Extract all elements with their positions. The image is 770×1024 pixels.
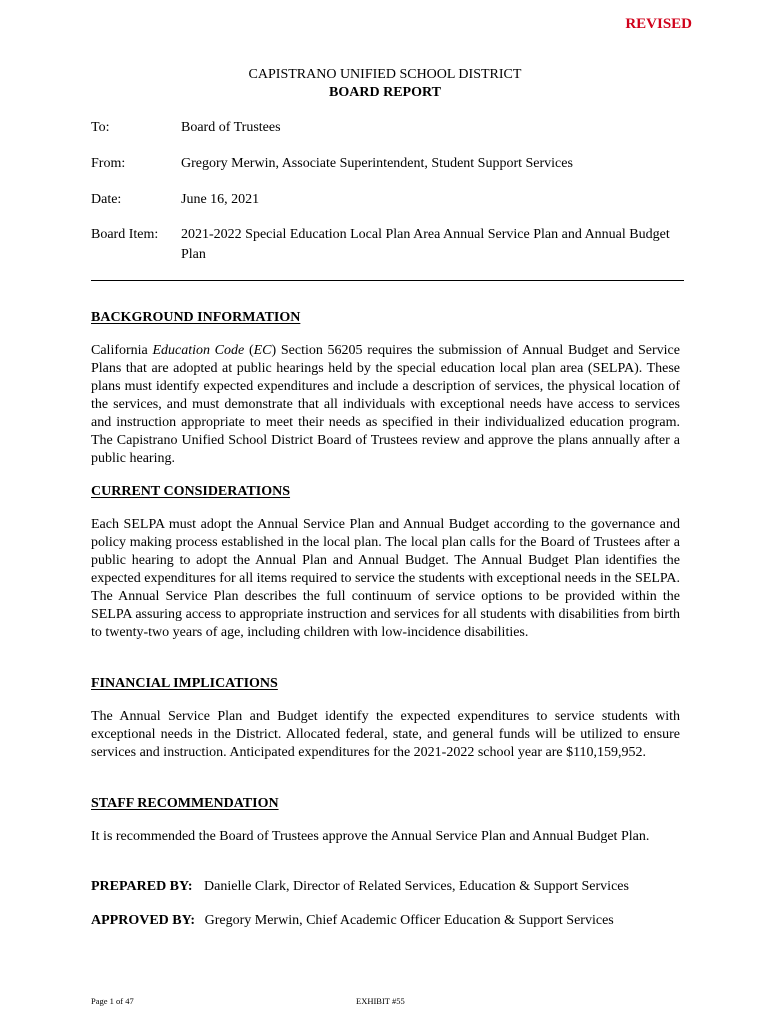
background-text-pre: California: [91, 343, 153, 358]
district-name: CAPISTRANO UNIFIED SCHOOL DISTRICT: [248, 67, 522, 82]
report-title: BOARD REPORT: [329, 85, 441, 100]
financial-paragraph: The Annual Service Plan and Budget identify the expected expenditures to service students with exceptional needs in the District. Allocated federal, state, and general funds will be utilized to ensure services and instruction. Anticipated expenditures for the 2021-2022 school year are $110,159,952.: [91, 709, 680, 760]
from-label: From:: [91, 156, 126, 171]
header-divider: [91, 280, 684, 281]
board-item-label: Board Item:: [91, 227, 159, 242]
from-value: Gregory Merwin, Associate Superintendent, Student Support Services: [181, 156, 573, 171]
background-text-italic-code: Education Code: [152, 343, 245, 358]
background-text-italic-ec: EC: [253, 343, 272, 358]
board-item-value: 2021-2022 Special Education Local Plan Area Annual Service Plan and Annual Budget Plan: [181, 227, 670, 262]
exhibit-number: EXHIBIT #55: [356, 996, 405, 1006]
recommendation-paragraph: It is recommended the Board of Trustees approve the Annual Service Plan and Annual Budget Plan.: [91, 829, 650, 844]
background-title: BACKGROUND INFORMATION: [91, 310, 301, 325]
considerations-title: CURRENT CONSIDERATIONS: [91, 484, 291, 499]
document-heading: [0, 66, 770, 102]
background-text-rest: ) Section 56205 requires the submission of Annual Budget and Service Plans that are adopted at public hearings held by the special education local plan area (SELPA). These plans must identify expected expenditures and include a description of services, the physical location of the services, and must demonstrate that all individuals with exceptional needs have access to services and instruction appropriate to meet their needs as specified in their individualized education program. The Capistrano Unified School District Board of Trustees review and approve the plans annually after a public hearing.: [91, 343, 680, 466]
approved-by-label: APPROVED BY:: [91, 913, 196, 928]
prepared-by-value: Danielle Clark, Director of Related Services, Education & Support Services: [204, 879, 629, 894]
approved-by-value: Gregory Merwin, Chief Academic Officer Education & Support Services: [204, 913, 614, 928]
financial-title: FINANCIAL IMPLICATIONS: [91, 676, 278, 691]
recommendation-title: STAFF RECOMMENDATION: [91, 796, 279, 811]
prepared-by-label: PREPARED BY:: [91, 879, 193, 894]
background-text-mid: (: [244, 343, 254, 358]
to-label: To:: [91, 120, 110, 135]
approved-by-row: [91, 913, 691, 929]
prepared-by-row: [91, 879, 691, 895]
background-paragraph: [91, 342, 680, 468]
date-label: Date:: [91, 192, 122, 207]
date-value: June 16, 2021: [181, 192, 260, 207]
revised-stamp: REVISED: [625, 16, 692, 32]
page-number: Page 1 of 47: [91, 996, 134, 1006]
to-value: Board of Trustees: [181, 120, 281, 135]
considerations-paragraph: Each SELPA must adopt the Annual Service Plan and Annual Budget according to the governance and policy making process established in the local plan. The local plan calls for the Board of Trustees after a public hearing to adopt the Annual Plan and Annual Budget. The Annual Budget Plan identifies the expected expenditures for all items required to service the students with exceptional needs in the SELPA. The Annual Service Plan describes the full continuum of service options to be provided within the SELPA assuring access to appropriate instruction and services for all students with disabilities from birth to twenty-two years of age, including children with low-incidence disabilities.: [91, 517, 680, 640]
